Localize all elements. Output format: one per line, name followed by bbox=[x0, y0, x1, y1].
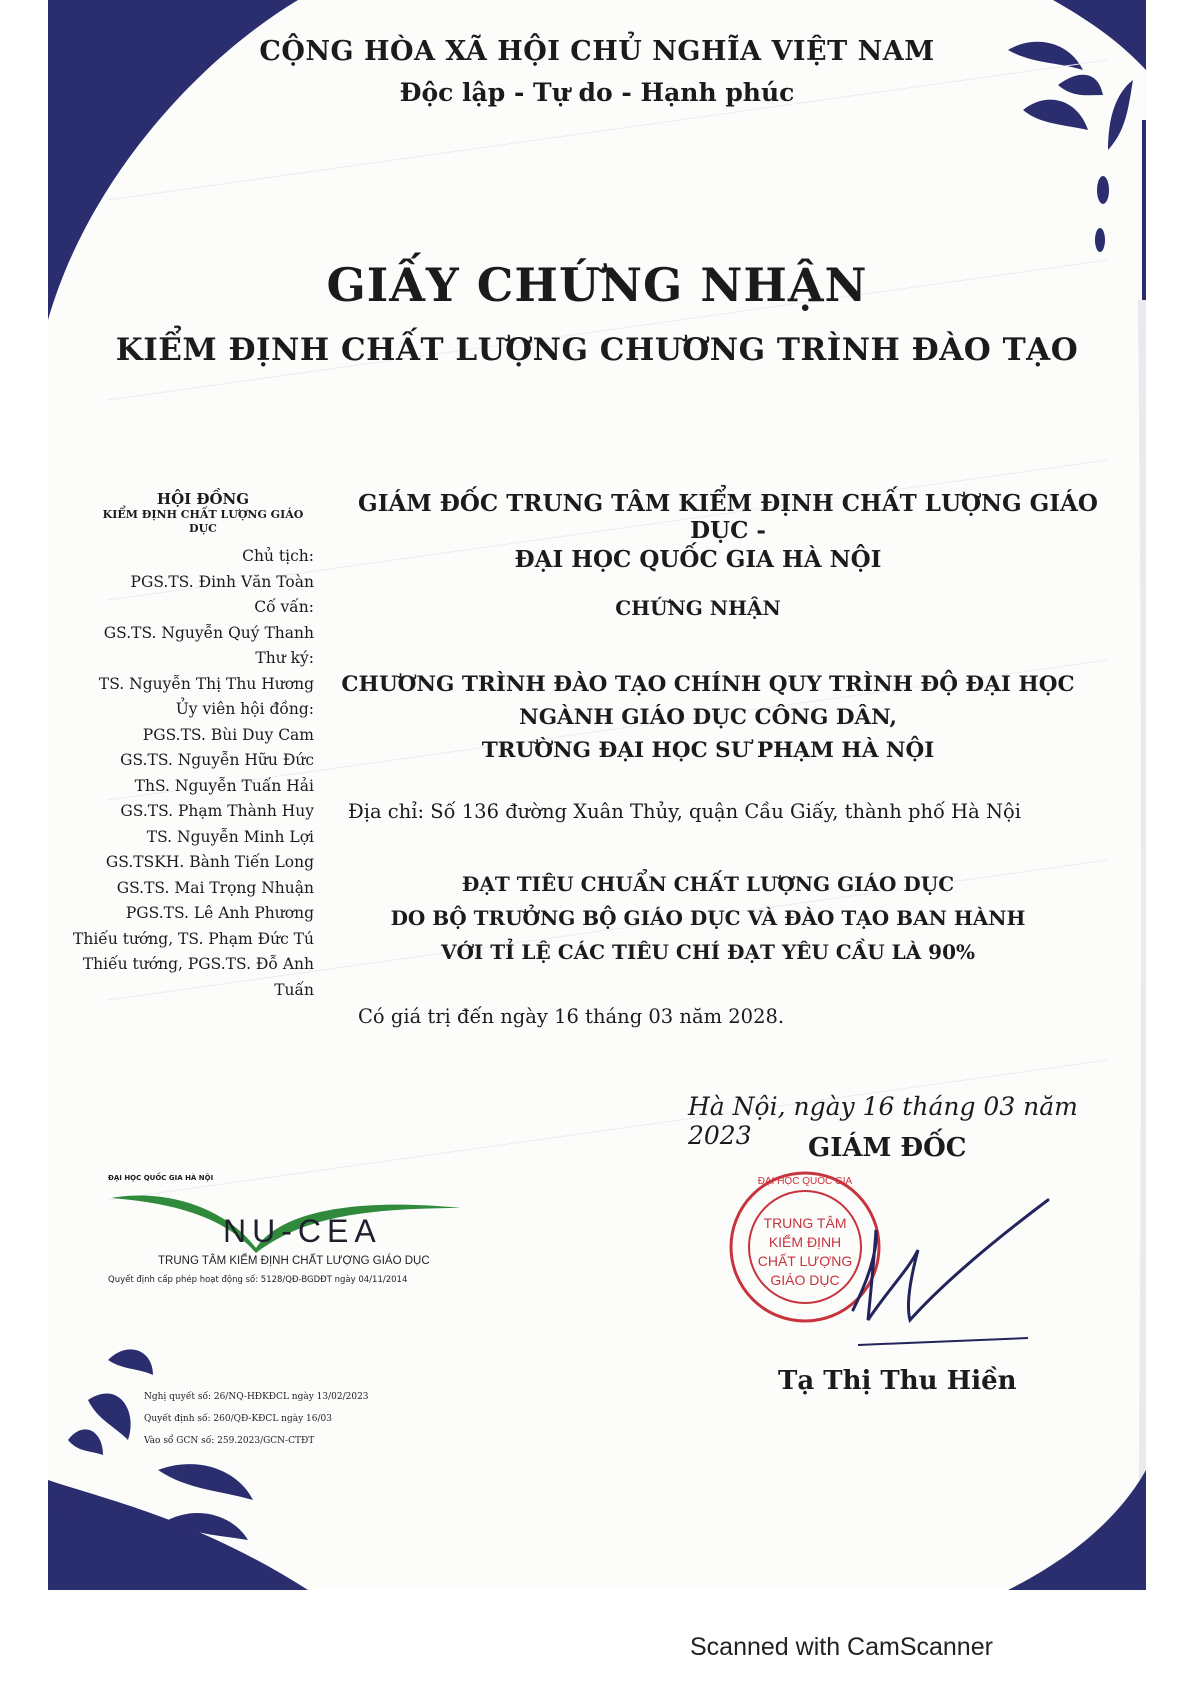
signature-title: GIÁM ĐỐC bbox=[808, 1133, 967, 1163]
council-subheading: KIỂM ĐỊNH CHẤT LƯỢNG GIÁO DỤC bbox=[102, 508, 304, 535]
seal-line: CHẤT LƯỢNG bbox=[757, 1253, 853, 1269]
handwritten-signature-icon bbox=[848, 1190, 1058, 1350]
place-date: Hà Nội, ngày 16 tháng 03 năm 2023 bbox=[688, 1092, 1078, 1150]
council-line: Thiếu tướng, PGS.TS. Đỗ Anh Tuấn bbox=[82, 955, 314, 999]
council-line: TS. Nguyễn Thị Thu Hương bbox=[98, 674, 314, 693]
bottom-right-corner-ornament-icon bbox=[1008, 1470, 1146, 1590]
validity-text: Có giá trị đến ngày 16 tháng 03 năm 2028. bbox=[358, 1005, 785, 1028]
reference-line: Quyết định số: 260/QĐ-KĐCL ngày 16/03 bbox=[144, 1414, 332, 1424]
standard-line-3: VỚI TỈ LỆ CÁC TIÊU CHÍ ĐẠT YÊU CẦU LÀ 90% bbox=[440, 940, 976, 964]
signer-name: Tạ Thị Thu Hiền bbox=[778, 1366, 1017, 1396]
certificate-title: GIẤY CHỨNG NHẬN bbox=[326, 258, 868, 312]
standard-line-2: DO BỘ TRƯỞNG BỘ GIÁO DỤC VÀ ĐÀO TẠO BAN HÀNH bbox=[390, 906, 1026, 930]
logo-subtitle: TRUNG TÂM KIỂM ĐỊNH CHẤT LƯỢNG GIÁO DỤC bbox=[158, 1255, 430, 1267]
council-line: Chủ tịch: bbox=[242, 547, 314, 565]
logo-license: Quyết định cấp phép hoạt động số: 5128/QĐ-BGDĐT ngày 04/11/2014 bbox=[108, 1275, 408, 1285]
council-heading: HỘI ĐỒNG bbox=[156, 490, 250, 508]
seal-line: KIỂM ĐỊNH bbox=[768, 1234, 842, 1250]
reference-list bbox=[144, 1386, 369, 1452]
reference-line: Nghị quyết số: 26/NQ-HĐKĐCL ngày 13/02/2023 bbox=[144, 1392, 369, 1402]
seal-line: GIÁO DỤC bbox=[770, 1272, 840, 1288]
council-line: GS.TS. Nguyễn Hữu Đức bbox=[120, 751, 314, 769]
motto-heading: Độc lập - Tự do - Hạnh phúc bbox=[399, 78, 795, 107]
council-line: GS.TS. Phạm Thành Huy bbox=[120, 802, 314, 820]
certifies-label: CHỨNG NHẬN bbox=[615, 596, 781, 620]
council-line: PGS.TS. Bùi Duy Cam bbox=[142, 725, 314, 744]
program-line-3: TRƯỜNG ĐẠI HỌC SƯ PHẠM HÀ NỘI bbox=[481, 738, 935, 763]
council-line: GS.TSKH. Bành Tiến Long bbox=[105, 853, 314, 871]
standard-line-1: ĐẠT TIÊU CHUẨN CHẤT LƯỢNG GIÁO DỤC bbox=[461, 872, 955, 896]
certificate-sheet bbox=[48, 0, 1146, 1590]
republic-heading: CỘNG HÒA XÃ HỘI CHỦ NGHĨA VIỆT NAM bbox=[259, 36, 935, 67]
logo-university-text: ĐẠI HỌC QUỐC GIA HÀ NỘI bbox=[108, 1174, 214, 1182]
seal-ring-text: ĐẠI HỌC QUỐC GIA bbox=[757, 1176, 853, 1187]
council-line: ThS. Nguyễn Tuấn Hải bbox=[134, 776, 314, 795]
director-line-1: GIÁM ĐỐC TRUNG TÂM KIỂM ĐỊNH CHẤT LƯỢNG GIÁO DỤC - bbox=[358, 490, 1098, 544]
council-line: TS. Nguyễn Minh Lợi bbox=[146, 827, 314, 846]
council-line: PGS.TS. Lê Anh Phương bbox=[125, 904, 314, 922]
director-line-2: ĐẠI HỌC QUỐC GIA HÀ NỘI bbox=[514, 546, 882, 573]
council-line: Cố vấn: bbox=[254, 598, 314, 616]
logo-name: NU-CEA bbox=[223, 1213, 382, 1249]
program-line-2: NGÀNH GIÁO DỤC CÔNG DÂN, bbox=[519, 705, 897, 730]
council-line: Thư ký: bbox=[255, 649, 314, 667]
council-line: GS.TS. Nguyễn Quý Thanh bbox=[103, 623, 314, 642]
council-line: PGS.TS. Đinh Văn Toàn bbox=[130, 572, 314, 591]
seal-line: TRUNG TÂM bbox=[763, 1215, 847, 1231]
council-line: GS.TS. Mai Trọng Nhuận bbox=[116, 878, 314, 897]
certificate-subtitle: KIỂM ĐỊNH CHẤT LƯỢNG CHƯƠNG TRÌNH ĐÀO TẠO bbox=[115, 332, 1079, 368]
council-line: Ủy viên hội đồng: bbox=[175, 700, 314, 718]
council-line: Thiếu tướng, TS. Phạm Đức Tú bbox=[73, 929, 314, 948]
address-text: Địa chỉ: Số 136 đường Xuân Thủy, quận Cầu Giấy, thành phố Hà Nội bbox=[348, 800, 1021, 823]
program-line-1: CHƯƠNG TRÌNH ĐÀO TẠO CHÍNH QUY TRÌNH ĐỘ ĐẠI HỌC bbox=[341, 672, 1075, 697]
reference-line: Vào sổ GCN số: 259.2023/GCN-CTĐT bbox=[144, 1436, 315, 1446]
council-list bbox=[48, 490, 314, 1003]
camscanner-watermark: Scanned with CamScanner bbox=[690, 1633, 993, 1661]
